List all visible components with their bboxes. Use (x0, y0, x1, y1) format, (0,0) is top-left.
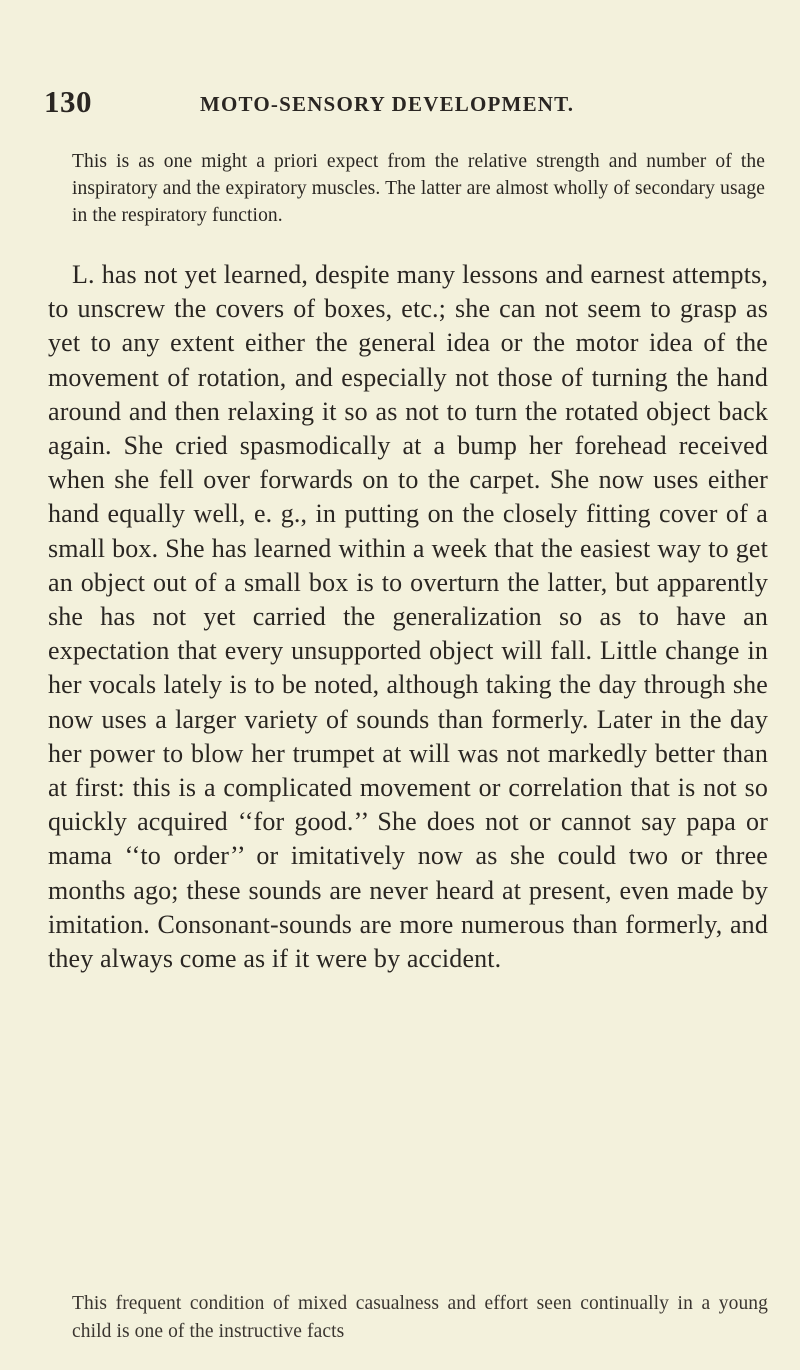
page-header (44, 84, 764, 124)
footnote-paragraph-top: This is as one might a priori expect from the relative strength and number of the inspiratory and the expiratory muscles. The latter are almost wholly of secondary usage in the respiratory function. (72, 151, 765, 226)
page-number: 130 (44, 84, 92, 119)
footnote-paragraph-bottom: This frequent condition of mixed casualness and effort seen continually in a young child is one of the instructive facts (72, 1293, 768, 1342)
main-paragraph: L. has not yet learned, despite many lessons and earnest attempts, to unscrew the covers of boxes, etc.; she can not seem to grasp as yet to any extent either the general idea or the motor idea of the movement of rotation, and especially not those of turning the hand around and then relaxing it so as not to turn the rotated object back again. She cried spasmodically at a bump her forehead received when she fell over forwards on to the carpet. She now uses either hand equally well, e. g., in putting on the closely fitting cover of a small box. She has learned within a week that the easiest way to get an object out of a small box is to overturn the latter, but apparently she has not yet carried the generalization so as to have an expectation that every unsupported object will fall. Little change in her vocals lately is to be noted, although taking the day through she now uses a larger variety of sounds than formerly. Later in the day her power to blow her trumpet at will was not markedly better than at first: this is a complicated movement or correlation that is not so quickly acquired ‘‘for good.’’ She does not or cannot say papa or mama ‘‘to order’’ or imitatively now as she could two or three months ago; these sounds are never heard at present, even made by imitation. Consonant-sounds are more numerous than formerly, and they always come as if it were by accident. (48, 260, 768, 974)
running-head: MOTO-SENSORY DEVELOPMENT. (200, 92, 575, 116)
